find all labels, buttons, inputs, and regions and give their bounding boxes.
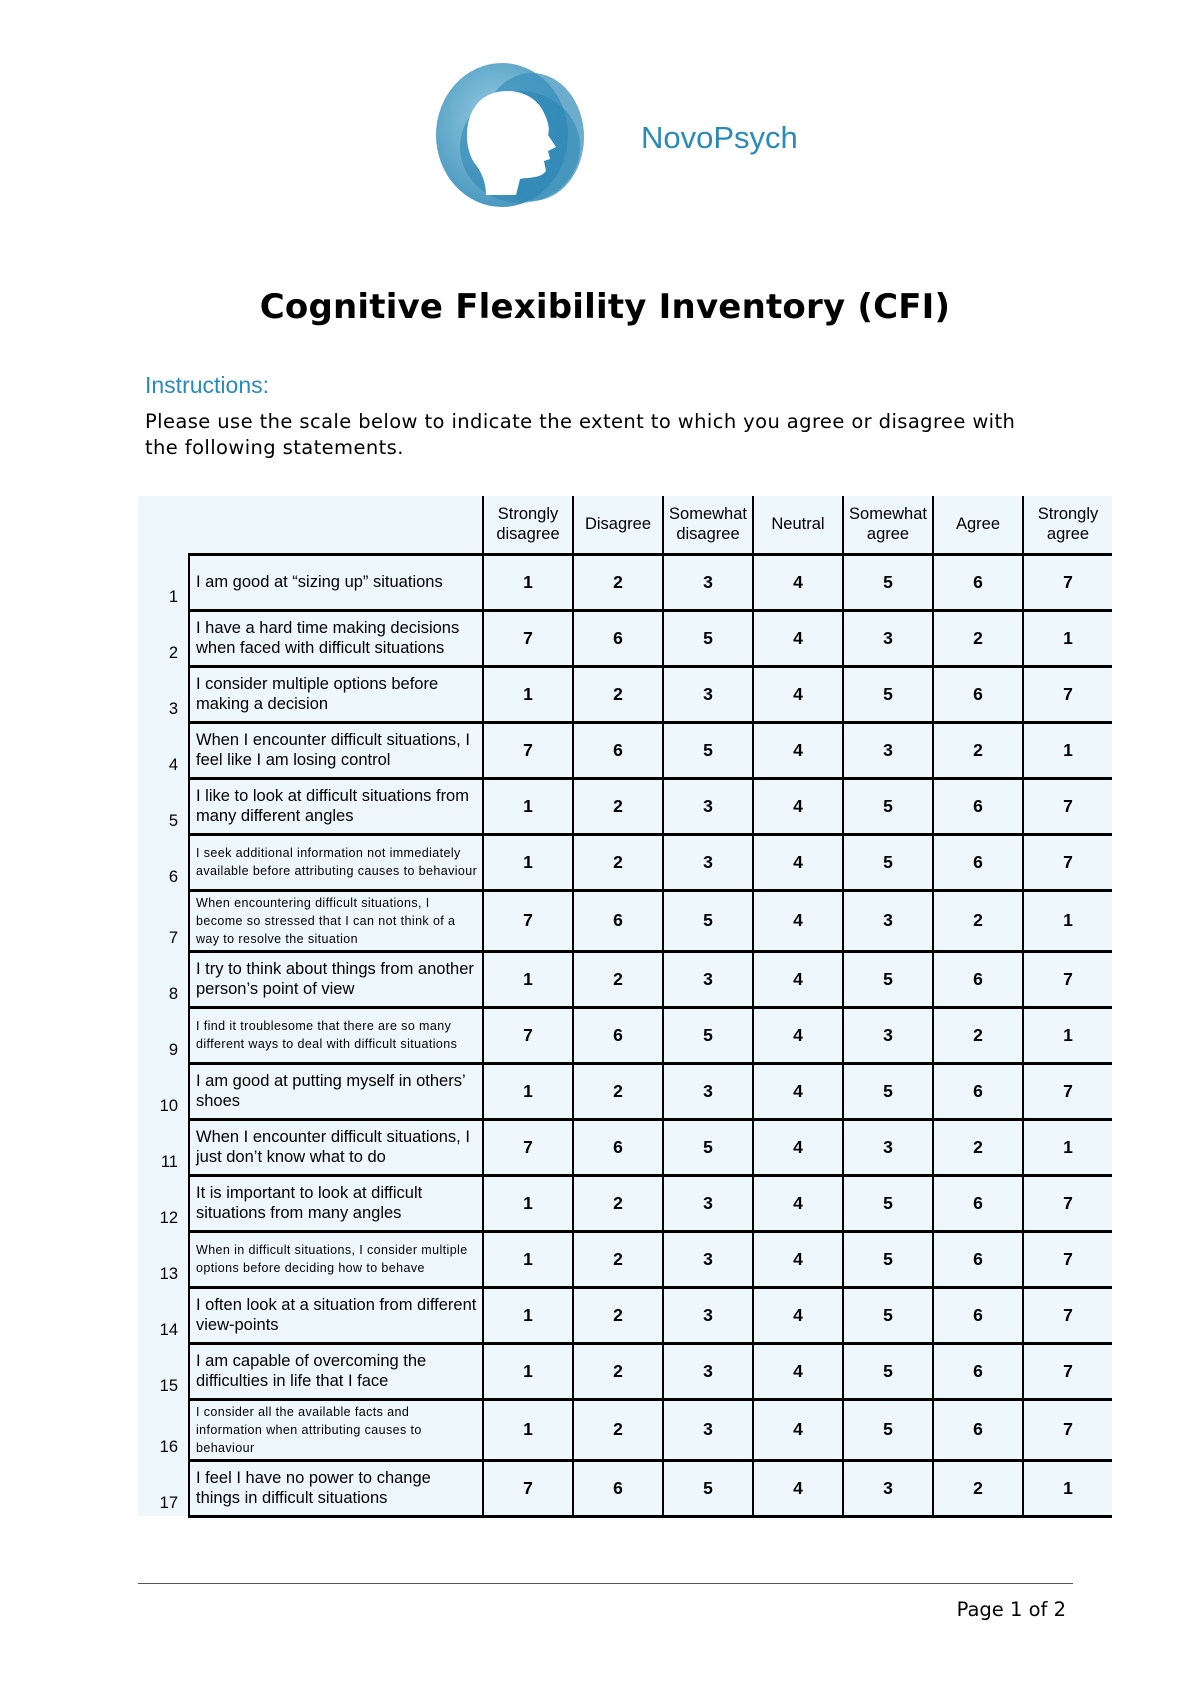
item-number: 16 <box>138 1399 189 1460</box>
item-number: 12 <box>138 1175 189 1231</box>
item-score-option[interactable]: 7 <box>1023 554 1112 610</box>
item-score-option[interactable]: 1 <box>483 1231 573 1287</box>
item-score-option[interactable]: 7 <box>1023 1399 1112 1460</box>
item-score-option[interactable]: 1 <box>483 1287 573 1343</box>
item-score-option[interactable]: 6 <box>573 610 663 666</box>
item-row <box>138 834 1112 890</box>
item-score-option[interactable]: 5 <box>843 951 933 1007</box>
item-score-option[interactable]: 7 <box>1023 1231 1112 1287</box>
item-row <box>138 951 1112 1007</box>
item-number: 13 <box>138 1231 189 1287</box>
item-score-option[interactable]: 4 <box>753 951 843 1007</box>
item-row <box>138 1063 1112 1119</box>
item-statement: I seek additional information not immediately available before attributing causes to behaviour <box>189 834 483 890</box>
item-score-option[interactable]: 2 <box>933 1007 1023 1063</box>
instructions-text: Please use the scale below to indicate the extent to which you agree or disagree with the following statements. <box>145 410 1016 459</box>
scale-header-row <box>138 496 1112 554</box>
item-score-option[interactable]: 3 <box>843 610 933 666</box>
item-number: 8 <box>138 951 189 1007</box>
item-row <box>138 554 1112 610</box>
item-score-option[interactable]: 4 <box>753 554 843 610</box>
item-number: 4 <box>138 722 189 778</box>
item-score-option[interactable]: 1 <box>1023 1119 1112 1175</box>
item-score-option[interactable]: 4 <box>753 1460 843 1516</box>
item-statement: When I encounter difficult situations, I feel like I am losing control <box>189 722 483 778</box>
item-score-option[interactable]: 6 <box>933 666 1023 722</box>
item-score-option[interactable]: 5 <box>843 778 933 834</box>
item-score-option[interactable]: 4 <box>753 722 843 778</box>
item-score-option[interactable]: 1 <box>483 778 573 834</box>
item-score-option[interactable]: 1 <box>483 1343 573 1399</box>
item-number: 7 <box>138 890 189 951</box>
header-strongly-disagree: Strongly disagree <box>483 496 573 554</box>
item-score-option[interactable]: 7 <box>1023 778 1112 834</box>
item-number: 9 <box>138 1007 189 1063</box>
item-score-option[interactable]: 1 <box>1023 1007 1112 1063</box>
item-score-option[interactable]: 4 <box>753 1007 843 1063</box>
item-row <box>138 722 1112 778</box>
item-score-option[interactable]: 2 <box>573 1175 663 1231</box>
item-score-option[interactable]: 3 <box>663 666 753 722</box>
item-statement: I try to think about things from another person’s point of view <box>189 951 483 1007</box>
item-score-option[interactable]: 6 <box>933 1063 1023 1119</box>
item-score-option[interactable]: 7 <box>1023 951 1112 1007</box>
item-score-option[interactable]: 6 <box>573 722 663 778</box>
item-score-option[interactable]: 3 <box>843 1119 933 1175</box>
item-rows <box>138 554 1112 1516</box>
item-score-option[interactable]: 4 <box>753 890 843 951</box>
item-number: 6 <box>138 834 189 890</box>
item-score-option[interactable]: 5 <box>843 1343 933 1399</box>
item-score-option[interactable]: 2 <box>573 666 663 722</box>
item-score-option[interactable]: 4 <box>753 1287 843 1343</box>
item-score-option[interactable]: 6 <box>573 890 663 951</box>
header-disagree: Disagree <box>573 496 663 554</box>
item-score-option[interactable]: 5 <box>663 1460 753 1516</box>
item-statement: I am good at “sizing up” situations <box>189 554 483 610</box>
item-row <box>138 666 1112 722</box>
item-score-option[interactable]: 1 <box>483 554 573 610</box>
item-score-option[interactable]: 1 <box>483 1175 573 1231</box>
item-statement: I have a hard time making decisions when faced with difficult situations <box>189 610 483 666</box>
item-score-option[interactable]: 3 <box>843 1460 933 1516</box>
item-score-option[interactable]: 6 <box>933 1399 1023 1460</box>
item-score-option[interactable]: 1 <box>483 1399 573 1460</box>
item-score-option[interactable]: 4 <box>753 1399 843 1460</box>
item-score-option[interactable]: 6 <box>933 778 1023 834</box>
item-score-option[interactable]: 6 <box>933 1287 1023 1343</box>
item-score-option[interactable]: 7 <box>483 722 573 778</box>
item-score-option[interactable]: 3 <box>663 834 753 890</box>
item-score-option[interactable]: 6 <box>933 1175 1023 1231</box>
item-row <box>138 1399 1112 1460</box>
item-score-option[interactable]: 2 <box>573 1063 663 1119</box>
item-score-option[interactable]: 2 <box>933 610 1023 666</box>
item-score-option[interactable]: 7 <box>483 1119 573 1175</box>
item-row <box>138 890 1112 951</box>
item-statement: It is important to look at difficult situations from many angles <box>189 1175 483 1231</box>
novopsych-logo <box>430 55 595 210</box>
item-score-option[interactable]: 5 <box>843 554 933 610</box>
item-score-option[interactable]: 5 <box>663 1007 753 1063</box>
item-score-option[interactable]: 7 <box>483 1007 573 1063</box>
item-score-option[interactable]: 1 <box>1023 722 1112 778</box>
item-statement: I consider all the available facts and information when attributing causes to behaviour <box>189 1399 483 1460</box>
item-score-option[interactable]: 7 <box>1023 666 1112 722</box>
item-score-option[interactable]: 1 <box>1023 890 1112 951</box>
header-somewhat-disagree: Somewhat disagree <box>663 496 753 554</box>
item-score-option[interactable]: 4 <box>753 778 843 834</box>
item-score-option[interactable]: 5 <box>843 834 933 890</box>
item-score-option[interactable]: 5 <box>663 890 753 951</box>
response-scale-table <box>138 496 1112 1518</box>
item-score-option[interactable]: 1 <box>1023 610 1112 666</box>
item-score-option[interactable]: 3 <box>843 1007 933 1063</box>
item-score-option[interactable]: 3 <box>663 1063 753 1119</box>
item-score-option[interactable]: 2 <box>573 1399 663 1460</box>
item-statement: When in difficult situations, I consider multiple options before deciding how to behave <box>189 1231 483 1287</box>
item-number: 11 <box>138 1119 189 1175</box>
item-score-option[interactable]: 3 <box>663 1287 753 1343</box>
item-row <box>138 1460 1112 1516</box>
item-score-option[interactable]: 3 <box>843 722 933 778</box>
header-somewhat-agree: Somewhat agree <box>843 496 933 554</box>
item-score-option[interactable]: 6 <box>933 554 1023 610</box>
item-score-option[interactable]: 4 <box>753 1063 843 1119</box>
item-score-option[interactable]: 6 <box>933 951 1023 1007</box>
item-score-option[interactable]: 5 <box>843 1287 933 1343</box>
item-number: 10 <box>138 1063 189 1119</box>
item-statement: I often look at a situation from different view-points <box>189 1287 483 1343</box>
instructions-heading: Instructions: <box>145 372 269 398</box>
item-score-option[interactable]: 6 <box>573 1119 663 1175</box>
item-score-option[interactable]: 3 <box>663 1175 753 1231</box>
document-title: Cognitive Flexibility Inventory (CFI) <box>259 287 951 327</box>
item-score-option[interactable]: 2 <box>933 722 1023 778</box>
item-row <box>138 778 1112 834</box>
item-number: 17 <box>138 1460 189 1516</box>
item-score-option[interactable]: 6 <box>933 1231 1023 1287</box>
item-number: 5 <box>138 778 189 834</box>
item-score-option[interactable]: 2 <box>933 1119 1023 1175</box>
item-row <box>138 610 1112 666</box>
item-score-option[interactable]: 3 <box>843 890 933 951</box>
footer-divider <box>138 1583 1073 1584</box>
item-score-option[interactable]: 6 <box>933 834 1023 890</box>
item-score-option[interactable]: 3 <box>663 1343 753 1399</box>
item-score-option[interactable]: 5 <box>663 1119 753 1175</box>
item-score-option[interactable]: 6 <box>933 1343 1023 1399</box>
item-score-option[interactable]: 2 <box>573 834 663 890</box>
item-score-option[interactable]: 4 <box>753 834 843 890</box>
item-score-option[interactable]: 7 <box>1023 1175 1112 1231</box>
item-score-option[interactable]: 5 <box>663 722 753 778</box>
header-corner <box>138 496 189 554</box>
item-score-option[interactable]: 2 <box>573 554 663 610</box>
item-row <box>138 1231 1112 1287</box>
item-statement: I like to look at difficult situations from many different angles <box>189 778 483 834</box>
item-score-option[interactable]: 1 <box>483 834 573 890</box>
item-score-option[interactable]: 2 <box>573 1343 663 1399</box>
item-score-option[interactable]: 1 <box>483 951 573 1007</box>
item-score-option[interactable]: 4 <box>753 1175 843 1231</box>
item-score-option[interactable]: 7 <box>1023 1287 1112 1343</box>
item-score-option[interactable]: 7 <box>1023 834 1112 890</box>
item-score-option[interactable]: 6 <box>573 1007 663 1063</box>
item-statement: I consider multiple options before making a decision <box>189 666 483 722</box>
header-neutral: Neutral <box>753 496 843 554</box>
item-number: 14 <box>138 1287 189 1343</box>
header-strongly-agree: Strongly agree <box>1023 496 1112 554</box>
item-score-option[interactable]: 5 <box>843 1063 933 1119</box>
item-score-option[interactable]: 2 <box>933 1460 1023 1516</box>
item-score-option[interactable]: 2 <box>573 1231 663 1287</box>
item-number: 1 <box>138 554 189 610</box>
item-score-option[interactable]: 3 <box>663 1399 753 1460</box>
item-score-option[interactable]: 1 <box>483 1063 573 1119</box>
item-score-option[interactable]: 5 <box>843 666 933 722</box>
item-score-option[interactable]: 7 <box>1023 1343 1112 1399</box>
header-agree: Agree <box>933 496 1023 554</box>
item-score-option[interactable]: 3 <box>663 1231 753 1287</box>
item-score-option[interactable]: 7 <box>1023 1063 1112 1119</box>
item-score-option[interactable]: 5 <box>843 1231 933 1287</box>
header-statement-blank <box>189 496 483 554</box>
item-row <box>138 1287 1112 1343</box>
item-statement: When encountering difficult situations, I become so stressed that I can not think of a way to resolve the situation <box>189 890 483 951</box>
item-statement: I am good at putting myself in others’ shoes <box>189 1063 483 1119</box>
item-score-option[interactable]: 5 <box>843 1399 933 1460</box>
item-score-option[interactable]: 4 <box>753 610 843 666</box>
brand-name: NovoPsych <box>641 120 798 155</box>
item-score-option[interactable]: 3 <box>663 951 753 1007</box>
item-row <box>138 1007 1112 1063</box>
item-score-option[interactable]: 2 <box>933 890 1023 951</box>
item-score-option[interactable]: 6 <box>573 1460 663 1516</box>
item-statement: I am capable of overcoming the difficulties in life that I face <box>189 1343 483 1399</box>
item-score-option[interactable]: 4 <box>753 1119 843 1175</box>
item-score-option[interactable]: 3 <box>663 778 753 834</box>
item-row <box>138 1175 1112 1231</box>
item-statement: When I encounter difficult situations, I just don’t know what to do <box>189 1119 483 1175</box>
item-score-option[interactable]: 7 <box>483 890 573 951</box>
item-row <box>138 1119 1112 1175</box>
item-score-option[interactable]: 5 <box>843 1175 933 1231</box>
item-score-option[interactable]: 5 <box>663 610 753 666</box>
item-number: 2 <box>138 610 189 666</box>
page-number: Page 1 of 2 <box>956 1598 1066 1621</box>
item-score-option[interactable]: 4 <box>753 1231 843 1287</box>
item-score-option[interactable]: 7 <box>483 1460 573 1516</box>
item-score-option[interactable]: 2 <box>573 778 663 834</box>
item-number: 3 <box>138 666 189 722</box>
item-score-option[interactable]: 1 <box>483 666 573 722</box>
item-score-option[interactable]: 4 <box>753 666 843 722</box>
item-score-option[interactable]: 2 <box>573 1287 663 1343</box>
item-score-option[interactable]: 2 <box>573 951 663 1007</box>
item-score-option[interactable]: 4 <box>753 1343 843 1399</box>
item-number: 15 <box>138 1343 189 1399</box>
item-statement: I feel I have no power to change things in difficult situations <box>189 1460 483 1516</box>
item-row <box>138 1343 1112 1399</box>
item-statement: I find it troublesome that there are so many different ways to deal with difficult situations <box>189 1007 483 1063</box>
item-score-option[interactable]: 3 <box>663 554 753 610</box>
item-score-option[interactable]: 7 <box>483 610 573 666</box>
item-score-option[interactable]: 1 <box>1023 1460 1112 1516</box>
